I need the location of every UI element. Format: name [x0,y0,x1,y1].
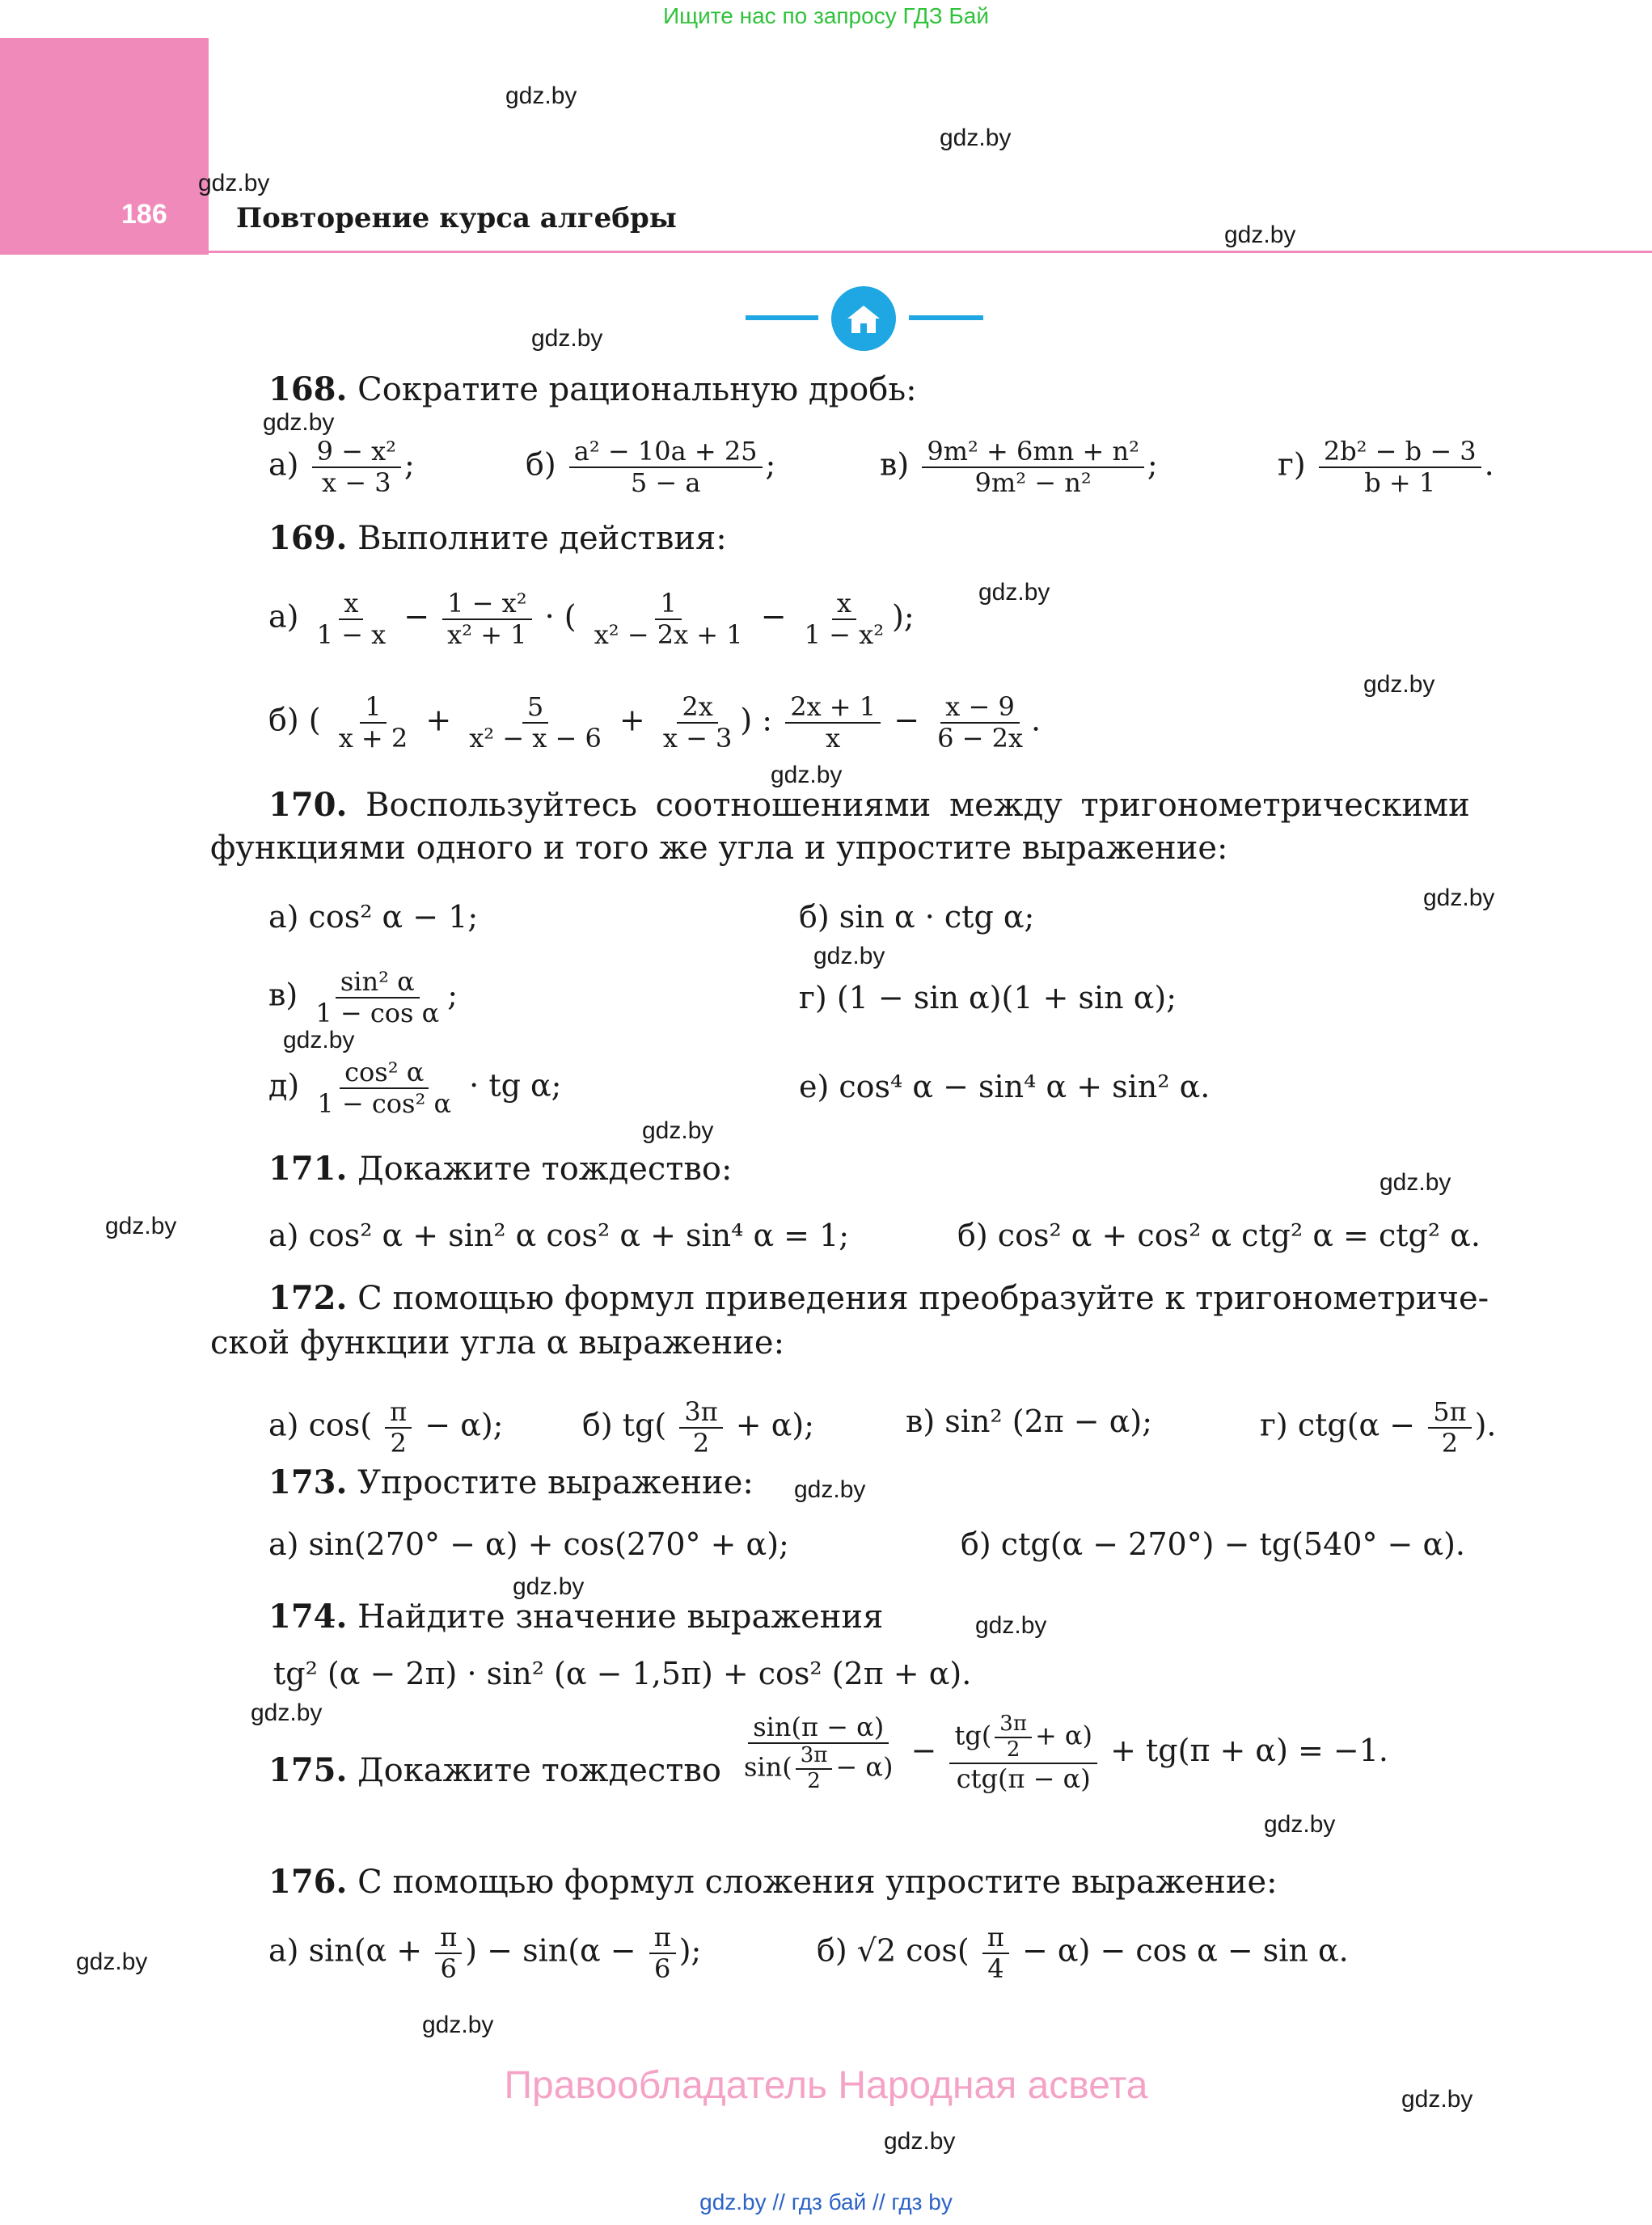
footer-links[interactable]: gdz.by // гдз бай // гдз by [699,2189,953,2214]
problem-168-v: в) $\frac{\text{9m² + 6mn + n²}}{\text{9m² − n²}}$ ; [880,436,1158,498]
home-icon[interactable] [831,286,896,351]
watermark: gdz.by [794,1476,866,1503]
problem-175-expression: sin(π − α) sin( $\frac{3\pi}{2}$ − α) − tg( $\frac{3\pi}{2}$ + α) ctg(π − α) + tg(π + α) = −1. [744,1712,1389,1794]
watermark: gdz.by [505,82,577,109]
problem-175-title: 175. Докажите тождество [268,1751,722,1789]
problem-173-b: б) ctg(α − 270°) − tg(540° − α). [961,1526,1466,1562]
problem-170-v: в) $\frac{\text{sin² α}}{\text{1 − cos α}}$ ; [268,966,458,1028]
problem-168-g: г) $\frac{\text{2b² − b − 3}}{b + 1}$ . [1278,436,1494,498]
problem-172-title-line2: ской функции угла α выражение: [210,1324,785,1362]
watermark: gdz.by [513,1573,585,1600]
watermark: gdz.by [884,2128,956,2155]
watermark: gdz.by [76,1948,148,1975]
watermark: gdz.by [975,1612,1047,1639]
watermark: gdz.by [1363,671,1435,698]
problem-176-a: а) sin(α + $\frac{\pi}{6}$ ) − sin(α − $\frac{\pi}{6}$ ); [268,1922,702,1984]
watermark: gdz.by [771,762,843,788]
problem-170-e: е) cos⁴ α − sin⁴ α + sin² α. [799,1069,1210,1104]
problem-170-g: г) (1 − sin α)(1 + sin α); [799,980,1177,1015]
problem-170-d: д) $\frac{\text{cos² α}}{\text{1 − cos² α}}$ · tg α; [268,1057,562,1119]
problem-171-a: а) cos² α + sin² α cos² α + sin⁴ α = 1; [268,1218,850,1253]
page-number-block [0,38,209,255]
page-number: 186 [121,199,167,230]
problem-169-title: 169. Выполните действия: [268,519,727,557]
watermark: gdz.by [978,579,1050,606]
watermark: gdz.by [940,125,1012,151]
top-note: Ищите нас по запросу ГДЗ Бай [662,3,990,28]
watermark: gdz.by [105,1213,177,1239]
problem-170-b: б) sin α · ctg α; [799,899,1035,935]
watermark: gdz.by [1264,1811,1336,1838]
problem-174-expression: tg² (α − 2π) · sin² (α − 1,5π) + cos² (2π + α). [273,1656,972,1691]
watermark: gdz.by [422,2012,494,2038]
problem-168-a: а) $\frac{\text{9 − x²}}{x - 3}$ ; [268,436,415,498]
watermark: gdz.by [531,325,603,352]
problem-172-a: а) cos( $\frac{\pi}{2}$ − α); [268,1396,504,1459]
problem-172-title-line1: 172. С помощью формул приведения преобразуйте к тригонометриче- [268,1279,1489,1317]
watermark: gdz.by [283,1027,355,1053]
problem-176-b: б) √2 cos( $\frac{\pi}{4}$ − α) − cos α − sin α. [817,1922,1349,1984]
problem-169-a: а) $\frac{x}{1 - x}$ − $\frac{\text{1 − x²}}{\text{x² + 1}}$ · ( $\frac{1}{\text{x² − 2x + 1}}$ − $\frac{x}{\text{1 − x²}}$ ); [268,588,915,650]
copyright-notice: Правообладатель Народная асвета [504,2064,1148,2107]
problem-172-v: в) sin² (2π − α); [906,1404,1153,1439]
problem-173-title: 173. Упростите выражение: [268,1463,754,1501]
problem-170-title-line1: 170. Воспользуйтесь соотношениями между тригонометрическими [268,786,1470,824]
problem-171-b: б) cos² α + cos² α ctg² α = ctg² α. [957,1218,1481,1253]
watermark: gdz.by [1423,885,1495,911]
problem-172-g: г) ctg(α − $\frac{5\pi}{2}$ ). [1260,1396,1497,1459]
problem-169-b: б) ( $\frac{1}{x + 2}$ + $\frac{5}{\text{x² − x − 6}}$ + $\frac{2x}{x - 3}$ ) : $\frac{2x + 1}{x}$ − $\frac{x - 9}{6 - 2x}$ . [268,691,1041,754]
problem-173-a: а) sin(270° − α) + cos(270° + α); [268,1526,789,1562]
watermark: gdz.by [198,170,270,196]
problem-168-b: б) $\frac{\text{a² − 10a + 25}}{5 - a}$ ; [526,436,776,498]
problem-168-title: 168. Сократите рациональную дробь: [268,370,917,408]
problem-176-title: 176. С помощью формул сложения упростите выражение: [268,1863,1278,1901]
watermark: gdz.by [1379,1169,1451,1196]
watermark: gdz.by [813,943,885,969]
watermark: gdz.by [642,1117,714,1144]
watermark: gdz.by [1224,222,1296,248]
problem-174-title: 174. Найдите значение выражения [268,1598,884,1636]
home-bar-left [746,315,818,320]
watermark: gdz.by [251,1699,323,1726]
home-bar-right [909,315,983,320]
problem-172-b: б) tg( $\frac{3\pi}{2}$ + α); [582,1396,815,1459]
problem-170-a: а) cos² α − 1; [268,899,479,935]
problem-170-title-line2: функциями одного и того же угла и упростите выражение: [210,830,1228,867]
problem-171-title: 171. Докажите тождество: [268,1150,733,1188]
header-rule [209,251,1652,253]
chapter-title: Повторение курса алгебры [236,202,677,234]
watermark: gdz.by [263,409,335,436]
watermark: gdz.by [1401,2086,1473,2113]
